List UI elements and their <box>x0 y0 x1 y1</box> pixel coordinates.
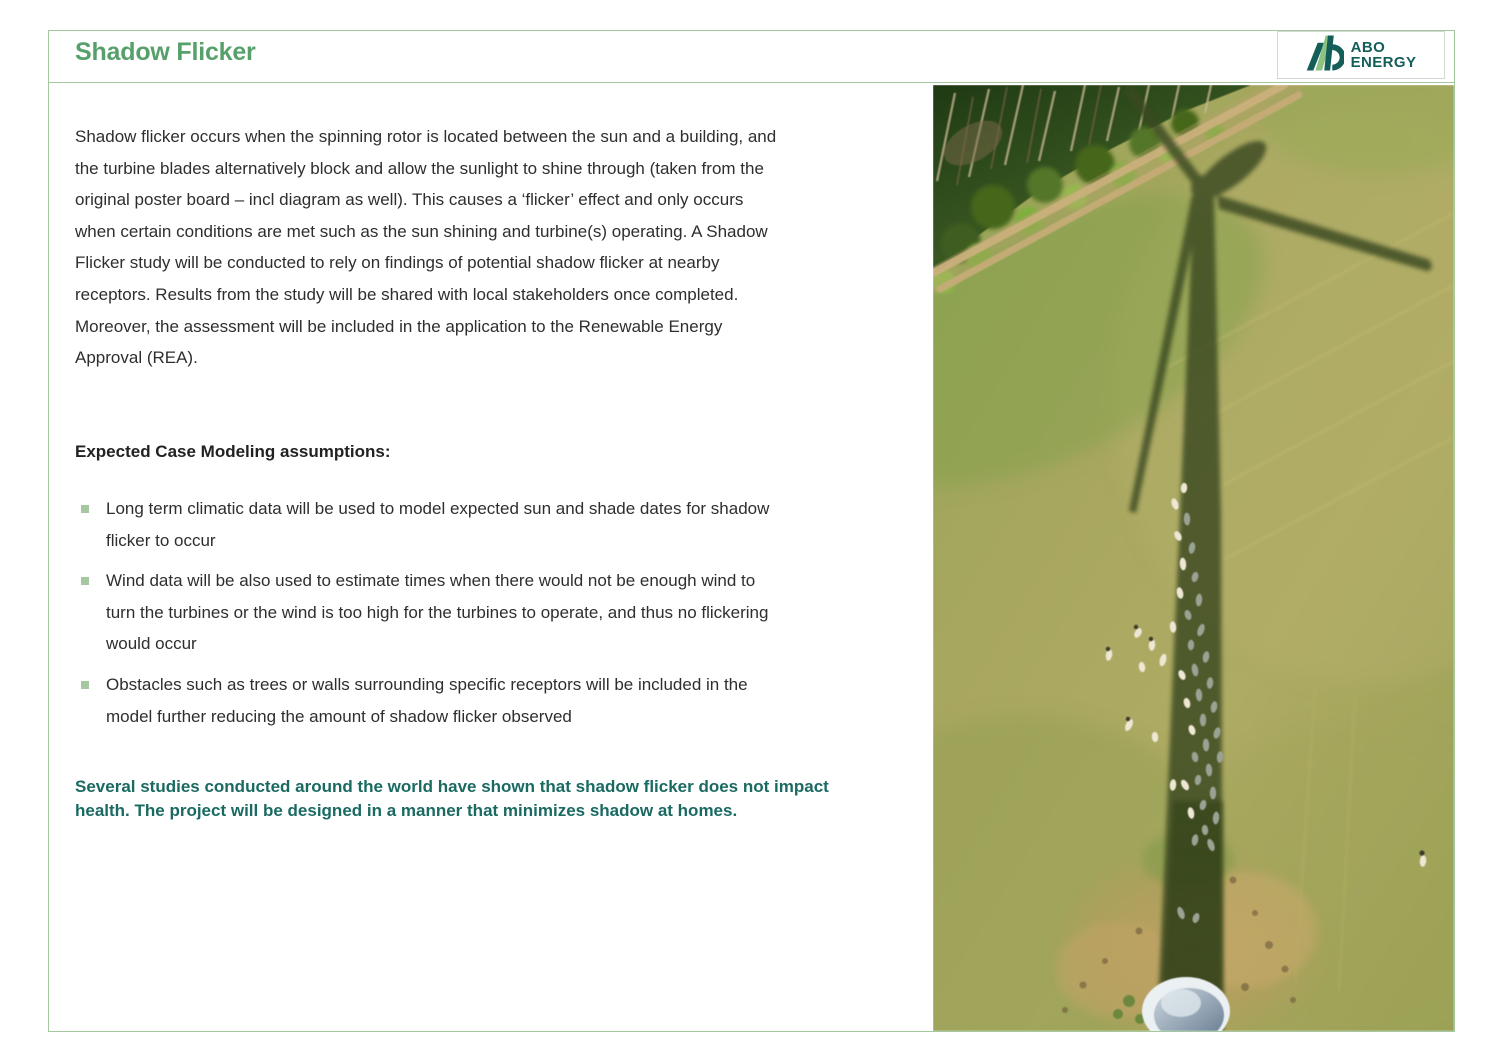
content-frame <box>48 30 1455 1032</box>
abo-energy-logo-icon <box>1306 35 1344 76</box>
abo-energy-logo-text <box>1351 40 1417 70</box>
assumptions-heading: Expected Case Modeling assumptions: <box>75 442 391 461</box>
abo-energy-logo <box>1277 31 1445 79</box>
turbine-shadow-photo <box>933 85 1454 1031</box>
assumptions-list <box>75 493 780 741</box>
intro-paragraph: Shadow flicker occurs when the spinning rotor is located between the sun and a building, and the turbine blades alternatively block and allow the sunlight to shine through (taken from the original poster board – incl diagram as well). This causes a ‘flicker’ effect and only occurs when certain conditions are met such as the sun shining and turbine(s) operating. A Shadow Flicker study will be conducted to rely on findings of potential shadow flicker at nearby receptors. Results from the study will be shared with local stakeholders once completed. Moreover, the assessment will be included in the application to the Renewable Energy Approval (REA). <box>75 127 777 368</box>
list-item: Wind data will be also used to estimate times when there would not be enough wind to turn the turbines or the wind is too high for the turbines to operate, and thus no flickering would occur <box>75 565 780 660</box>
page-title: Shadow Flicker <box>75 38 256 66</box>
logo-line-1: ABO <box>1350 39 1386 56</box>
header-divider <box>49 82 1454 83</box>
conclusion-paragraph: Several studies conducted around the world have shown that shadow flicker does not impact health. The project will be designed in a manner that minimizes shadow at homes. <box>75 777 829 820</box>
list-item: Long term climatic data will be used to model expected sun and shade dates for shadow flicker to occur <box>75 493 780 556</box>
logo-line-2: ENERGY <box>1350 54 1417 71</box>
list-item: Obstacles such as trees or walls surrounding specific receptors will be included in the model further reducing the amount of shadow flicker observed <box>75 669 780 732</box>
